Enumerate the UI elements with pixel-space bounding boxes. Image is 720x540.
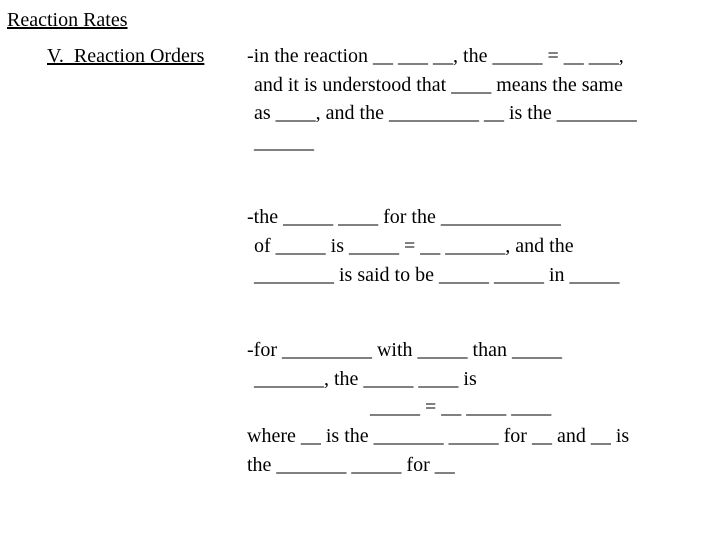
text-line: _______, the _____ ____ is	[249, 368, 477, 390]
text-line: ________ is said to be _____ _____ in _____	[249, 264, 620, 286]
text-line: ______	[249, 131, 314, 153]
text-line: where __ is the _______ _____ for __ and __ is	[247, 425, 630, 447]
text-line: -the _____ ____ for the ____________	[247, 206, 561, 228]
text-line: -in the reaction __ ___ __, the _____ = __ ___,	[247, 45, 624, 67]
text-line: -for _________ with _____ than _____	[247, 339, 562, 361]
text-line: of _____ is _____ = __ ______, and the	[249, 235, 574, 257]
section-label: V. Reaction Orders	[47, 45, 205, 67]
text-line: _____ = __ ____ ____	[370, 396, 552, 418]
text-line: and it is understood that ____ means the same	[249, 74, 623, 96]
text-line: as ____, and the _________ __ is the ________	[249, 102, 637, 124]
text-line: the _______ _____ for __	[247, 454, 455, 476]
slide-title: Reaction Rates	[7, 9, 128, 31]
